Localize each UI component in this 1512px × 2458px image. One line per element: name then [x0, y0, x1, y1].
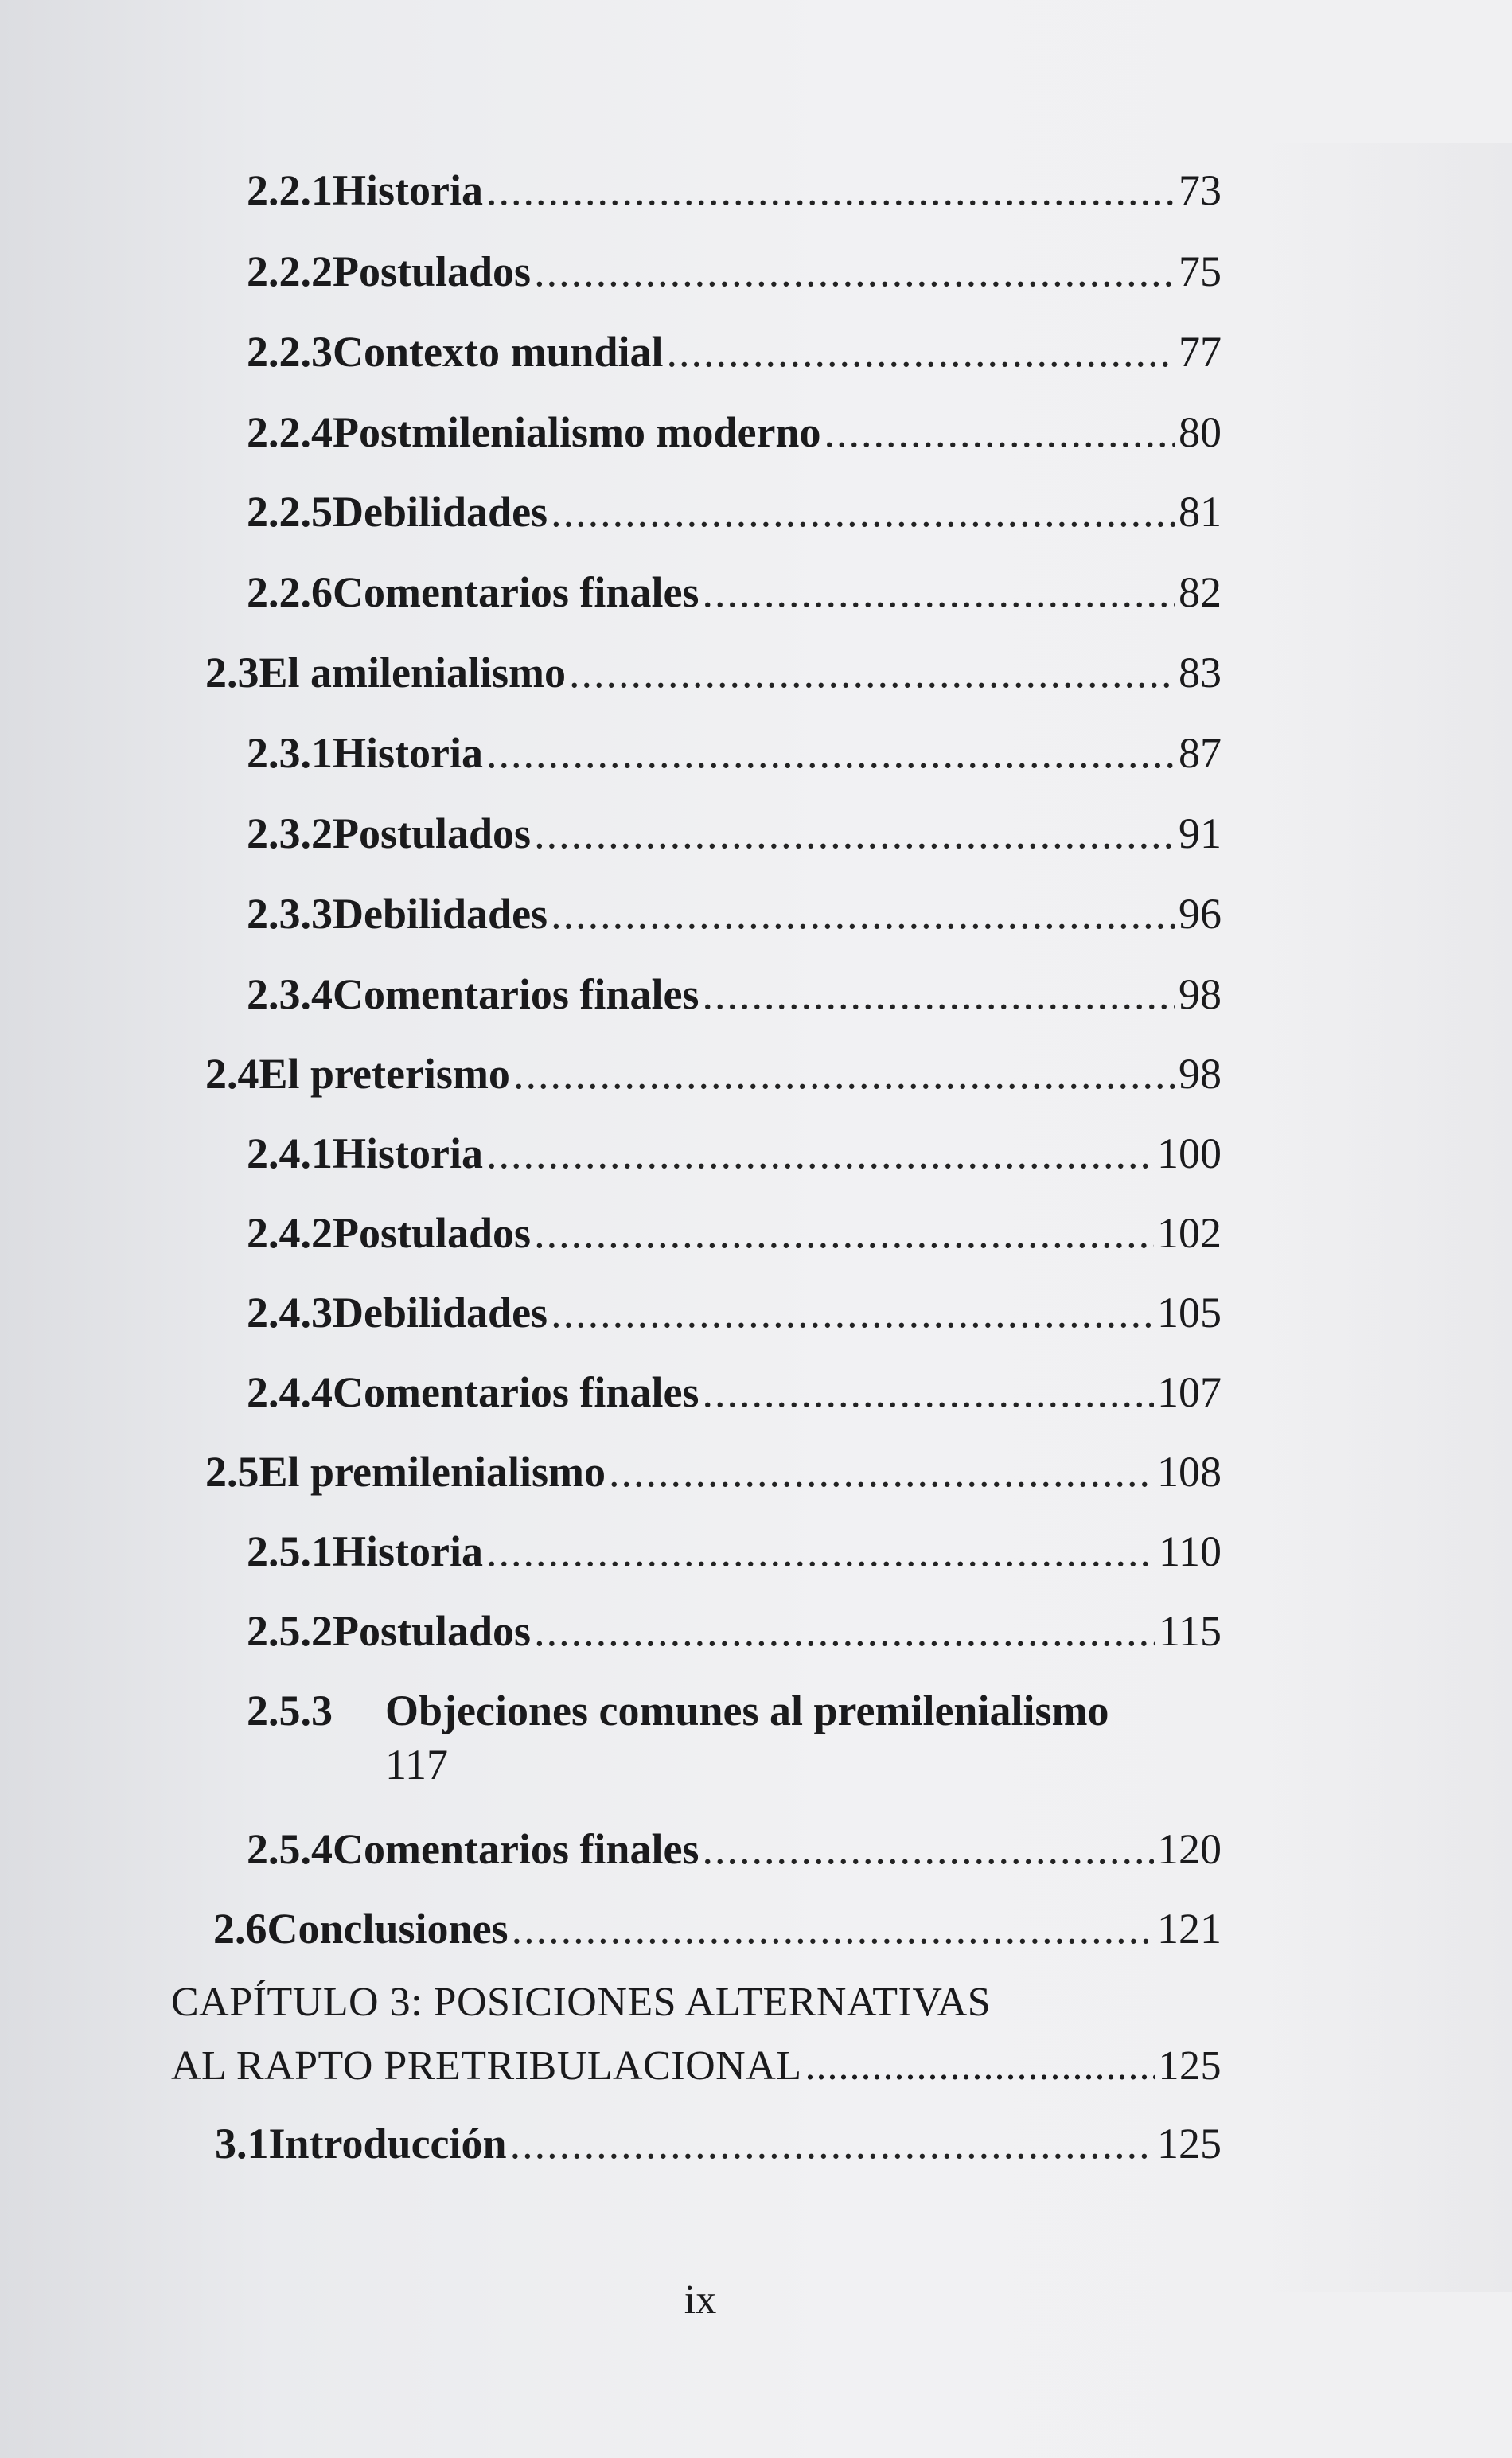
entry-title: Comentarios finales [333, 568, 699, 616]
entry-title: Debilidades [333, 890, 548, 938]
toc-entry [247, 327, 1222, 383]
entry-page: 73 [1179, 166, 1222, 214]
entry-page: 83 [1179, 649, 1222, 696]
entry-title: Postulados [333, 1209, 532, 1257]
toc-section-entry [215, 2119, 1222, 2175]
entry-page: 77 [1179, 328, 1222, 376]
toc-entry [247, 166, 1222, 221]
entry-title: Postmilenialismo moderno [333, 408, 821, 456]
entry-title: Postulados [333, 248, 532, 295]
entry-title: Postulados [333, 810, 532, 857]
leader-dots [486, 1129, 1154, 1178]
entry-page: 87 [1179, 729, 1222, 777]
entry-page: 105 [1157, 1289, 1222, 1336]
toc-entry [247, 1606, 1222, 1662]
entry-title: Comentarios finales [333, 1825, 699, 1873]
chapter-heading [171, 1979, 1222, 2106]
leader-dots [824, 408, 1175, 457]
leader-dots [513, 1049, 1175, 1098]
entry-page: 100 [1157, 1130, 1222, 1177]
toc-entry [247, 889, 1222, 945]
entry-page: 81 [1179, 488, 1222, 536]
entry-title: Comentarios finales [333, 970, 699, 1018]
entry-number: 2.2.3 [247, 328, 333, 376]
leader-dots [569, 648, 1175, 697]
leader-dots [486, 1527, 1155, 1576]
leader-dots [667, 327, 1175, 377]
entry-number: 2.2.1 [247, 166, 333, 214]
entry-page: 75 [1179, 248, 1222, 295]
entry-title: El preterismo [259, 1050, 510, 1098]
entry-page: 96 [1179, 890, 1222, 938]
leader-dots [702, 568, 1175, 617]
leader-dots [805, 2042, 1155, 2089]
leader-dots [534, 247, 1175, 296]
entry-number: 2.3.1 [247, 729, 333, 777]
entry-title: Comentarios finales [333, 1368, 699, 1416]
entry-title: Postulados [333, 1607, 532, 1655]
entry-page: 125 [1157, 2120, 1222, 2167]
entry-number: 2.3.2 [247, 810, 333, 857]
entry-number: 2.4.1 [247, 1130, 333, 1177]
entry-number: 2.4 [205, 1050, 259, 1098]
chapter-line-2 [171, 2042, 1222, 2106]
entry-title: Debilidades [333, 488, 548, 536]
entry-number: 3.1 [215, 2120, 269, 2167]
toc-entry [247, 1129, 1222, 1184]
entry-title: El premilenialismo [259, 1448, 606, 1496]
entry-title: Historia [333, 1130, 483, 1177]
entry-page: 98 [1179, 970, 1222, 1018]
entry-page: 80 [1179, 408, 1222, 456]
toc-entry [247, 487, 1222, 543]
chapter-page: 125 [1158, 2043, 1222, 2089]
toc-entry [247, 408, 1222, 463]
entry-number: 2.5 [205, 1448, 259, 1496]
leader-dots [534, 809, 1175, 858]
entry-page: 107 [1157, 1368, 1222, 1416]
entry-number: 2.2.5 [247, 488, 333, 536]
entry-page: 110 [1159, 1527, 1222, 1575]
leader-dots [551, 889, 1175, 938]
entry-page: 115 [1159, 1607, 1222, 1655]
entry-number: 2.2.6 [247, 568, 333, 616]
toc-entry [247, 809, 1222, 864]
leader-dots [702, 1368, 1154, 1417]
entry-page: 121 [1157, 1905, 1222, 1953]
entry-title: Historia [333, 166, 483, 214]
toc-section-entry [213, 1904, 1222, 1960]
entry-page: 117 [385, 1741, 448, 1789]
chapter-line-1: CAPÍTULO 3: POSICIONES ALTERNATIVAS [171, 1980, 992, 2025]
toc-entry [247, 1527, 1222, 1582]
entry-title: El amilenialismo [259, 649, 567, 696]
entry-title: Debilidades [333, 1289, 548, 1336]
entry-title: Contexto mundial [333, 328, 664, 376]
entry-number: 2.2.2 [247, 248, 333, 295]
entry-number: 2.3 [205, 649, 259, 696]
entry-title: Historia [333, 1527, 483, 1575]
entry-title: Historia [333, 729, 483, 777]
toc-section-entry [205, 648, 1222, 704]
entry-number: 2.2.4 [247, 408, 333, 456]
toc-section-entry [205, 1447, 1222, 1503]
entry-number: 2.3.3 [247, 890, 333, 938]
entry-page: 82 [1179, 568, 1222, 616]
leader-dots [702, 970, 1175, 1019]
entry-number: 2.5.4 [247, 1825, 333, 1873]
toc-entry-wrapped [247, 1686, 1222, 1789]
leader-dots [702, 1824, 1154, 1874]
entry-page: 91 [1179, 810, 1222, 857]
entry-number: 2.5.3 [247, 1687, 333, 1734]
toc-entry [247, 247, 1222, 302]
entry-title: Conclusiones [267, 1905, 509, 1953]
entry-page: 98 [1179, 1050, 1222, 1098]
entry-number: 2.4.4 [247, 1368, 333, 1416]
page-edge-shadow [1241, 143, 1512, 2292]
toc-entry [247, 970, 1222, 1025]
toc-entry [247, 728, 1222, 784]
leader-dots [534, 1208, 1154, 1258]
leader-dots [486, 728, 1175, 778]
entry-number: 2.5.1 [247, 1527, 333, 1575]
toc-entry [247, 1288, 1222, 1344]
entry-number: 2.6 [213, 1905, 267, 1953]
toc-entry [247, 1824, 1222, 1880]
leader-dots [486, 166, 1175, 215]
entry-page: 120 [1157, 1825, 1222, 1873]
entry-number: 2.5.2 [247, 1607, 333, 1655]
toc-entry [247, 1208, 1222, 1264]
entry-number: 2.4.3 [247, 1289, 333, 1336]
leader-dots [512, 1904, 1154, 1953]
leader-dots [609, 1447, 1154, 1496]
leader-dots [510, 2119, 1154, 2168]
leader-dots [534, 1606, 1155, 1656]
entry-title: Introducción [268, 2120, 507, 2167]
entry-page: 102 [1157, 1209, 1222, 1257]
toc-entry [247, 1368, 1222, 1423]
leader-dots [551, 487, 1175, 536]
page-folio: ix [684, 2277, 717, 2323]
entry-page: 108 [1157, 1448, 1222, 1496]
entry-number: 2.3.4 [247, 970, 333, 1018]
toc-section-entry [205, 1049, 1222, 1105]
leader-dots [551, 1288, 1154, 1337]
entry-number: 2.4.2 [247, 1209, 333, 1257]
entry-title: Objeciones comunes al premilenialismo [385, 1687, 1109, 1734]
chapter-title-cont: AL RAPTO PRETRIBULACIONAL [171, 2043, 802, 2089]
toc-entry [247, 568, 1222, 623]
